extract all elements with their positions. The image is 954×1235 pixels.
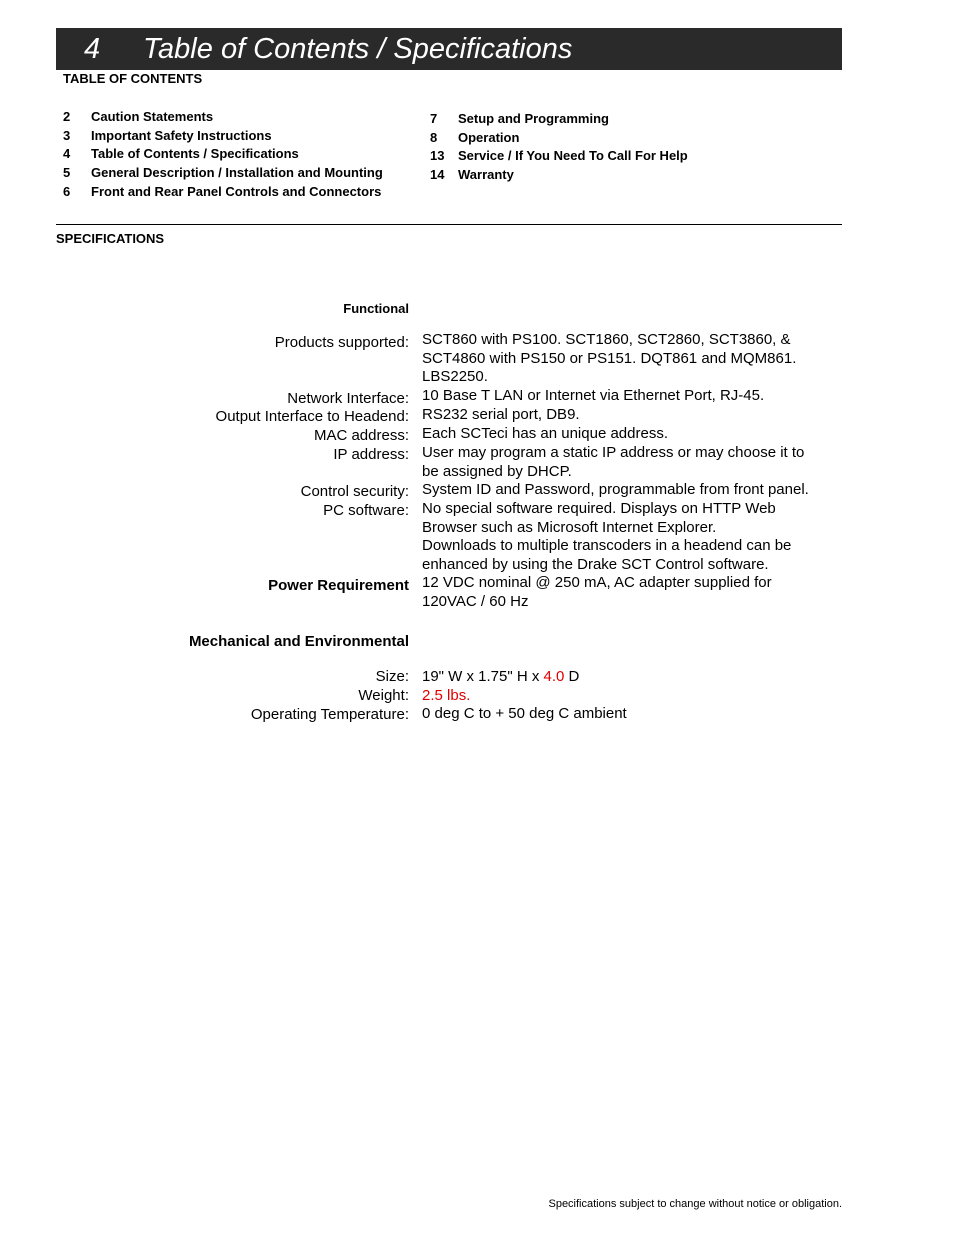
toc-label: Table of Contents / Specifications (91, 146, 299, 161)
pc-software-value (422, 500, 832, 575)
footer-note: Specifications subject to change without notice or obligation. (548, 1198, 842, 1210)
toc-label: Important Safety Instructions (91, 128, 272, 143)
value-line: Downloads to multiple transcoders in a headend can be (422, 537, 792, 555)
toc-label: Warranty (458, 167, 514, 182)
value-line: 12 VDC nominal @ 250 mA, AC adapter supplied for (422, 574, 772, 591)
toc-label: Service / If You Need To Call For Help (458, 148, 688, 163)
toc-page-number: 13 (430, 148, 445, 163)
control-security-label: Control security: (300, 483, 409, 500)
network-interface-label: Network Interface: (287, 390, 409, 407)
network-interface-value: 10 Base T LAN or Internet via Ethernet Port, RJ-45. (422, 387, 765, 404)
value-line: be assigned by DHCP. (422, 462, 572, 480)
value-line: No special software required. Displays on HTTP Web (422, 500, 776, 517)
toc-heading: TABLE OF CONTENTS (63, 71, 203, 86)
functional-heading: Functional (343, 301, 409, 316)
toc-page-number: 14 (430, 167, 445, 182)
size-dimensions: 19" W x 1.75" H x (422, 668, 544, 685)
toc-page-number: 7 (430, 111, 438, 126)
output-interface-value: RS232 serial port, DB9. (422, 406, 580, 423)
toc-page-number: 6 (63, 184, 71, 199)
mac-address-label: MAC address: (313, 427, 409, 444)
toc-page-number: 5 (63, 165, 71, 180)
value-line: SCT860 with PS100. SCT1860, SCT2860, SCT3860, & (422, 331, 791, 348)
mechanical-heading: Mechanical and Environmental (188, 633, 409, 650)
pc-software-label: PC software: (323, 502, 409, 519)
ip-address-label: IP address: (333, 446, 409, 463)
page-title-bar (56, 28, 842, 70)
weight-value: 2.5 lbs. (422, 687, 471, 704)
toc-label: Front and Rear Panel Controls and Connectors (91, 184, 382, 199)
toc-page-number: 8 (430, 130, 438, 145)
size-depth-unit: D (564, 668, 580, 685)
value-line: 120VAC / 60 Hz (422, 592, 529, 610)
value-line: User may program a static IP address or may choose it to (422, 444, 805, 461)
value-line: SCT4860 with PS150 or PS151. DQT861 and MQM861. (422, 349, 797, 367)
power-requirement-value (422, 574, 832, 611)
size-value (422, 668, 832, 687)
toc-page-number: 2 (63, 109, 71, 124)
operating-temperature-value: 0 deg C to + 50 deg C ambient (422, 705, 627, 722)
size-label: Size: (375, 668, 409, 685)
toc-label: Setup and Programming (458, 111, 609, 126)
power-requirement-label: Power Requirement (268, 577, 409, 594)
mac-address-value: Each SCTeci has an unique address. (422, 425, 668, 442)
products-supported-label: Products supported: (274, 334, 409, 351)
products-supported-value (422, 331, 832, 387)
output-interface-label: Output Interface to Headend: (215, 408, 409, 425)
toc-label: Operation (458, 130, 520, 145)
value-line: LBS2250. (422, 368, 488, 386)
page-title: Table of Contents / Specifications (143, 33, 573, 65)
toc-page-number: 4 (63, 146, 71, 161)
size-depth-value: 4.0 (543, 668, 565, 685)
section-divider (56, 224, 842, 225)
specifications-heading: SPECIFICATIONS (56, 231, 165, 246)
value-line: Browser such as Microsoft Internet Explorer. (422, 518, 717, 536)
control-security-value: System ID and Password, programmable from front panel. (422, 481, 809, 498)
toc-page-number: 3 (63, 128, 71, 143)
ip-address-value (422, 444, 832, 481)
section-number: 4 (84, 33, 101, 65)
weight-label: Weight: (358, 687, 409, 704)
toc-label: Caution Statements (91, 109, 214, 124)
operating-temperature-label: Operating Temperature: (250, 706, 409, 723)
value-line: enhanced by using the Drake SCT Control software. (422, 556, 769, 574)
toc-label: General Description / Installation and Mounting (91, 165, 383, 180)
